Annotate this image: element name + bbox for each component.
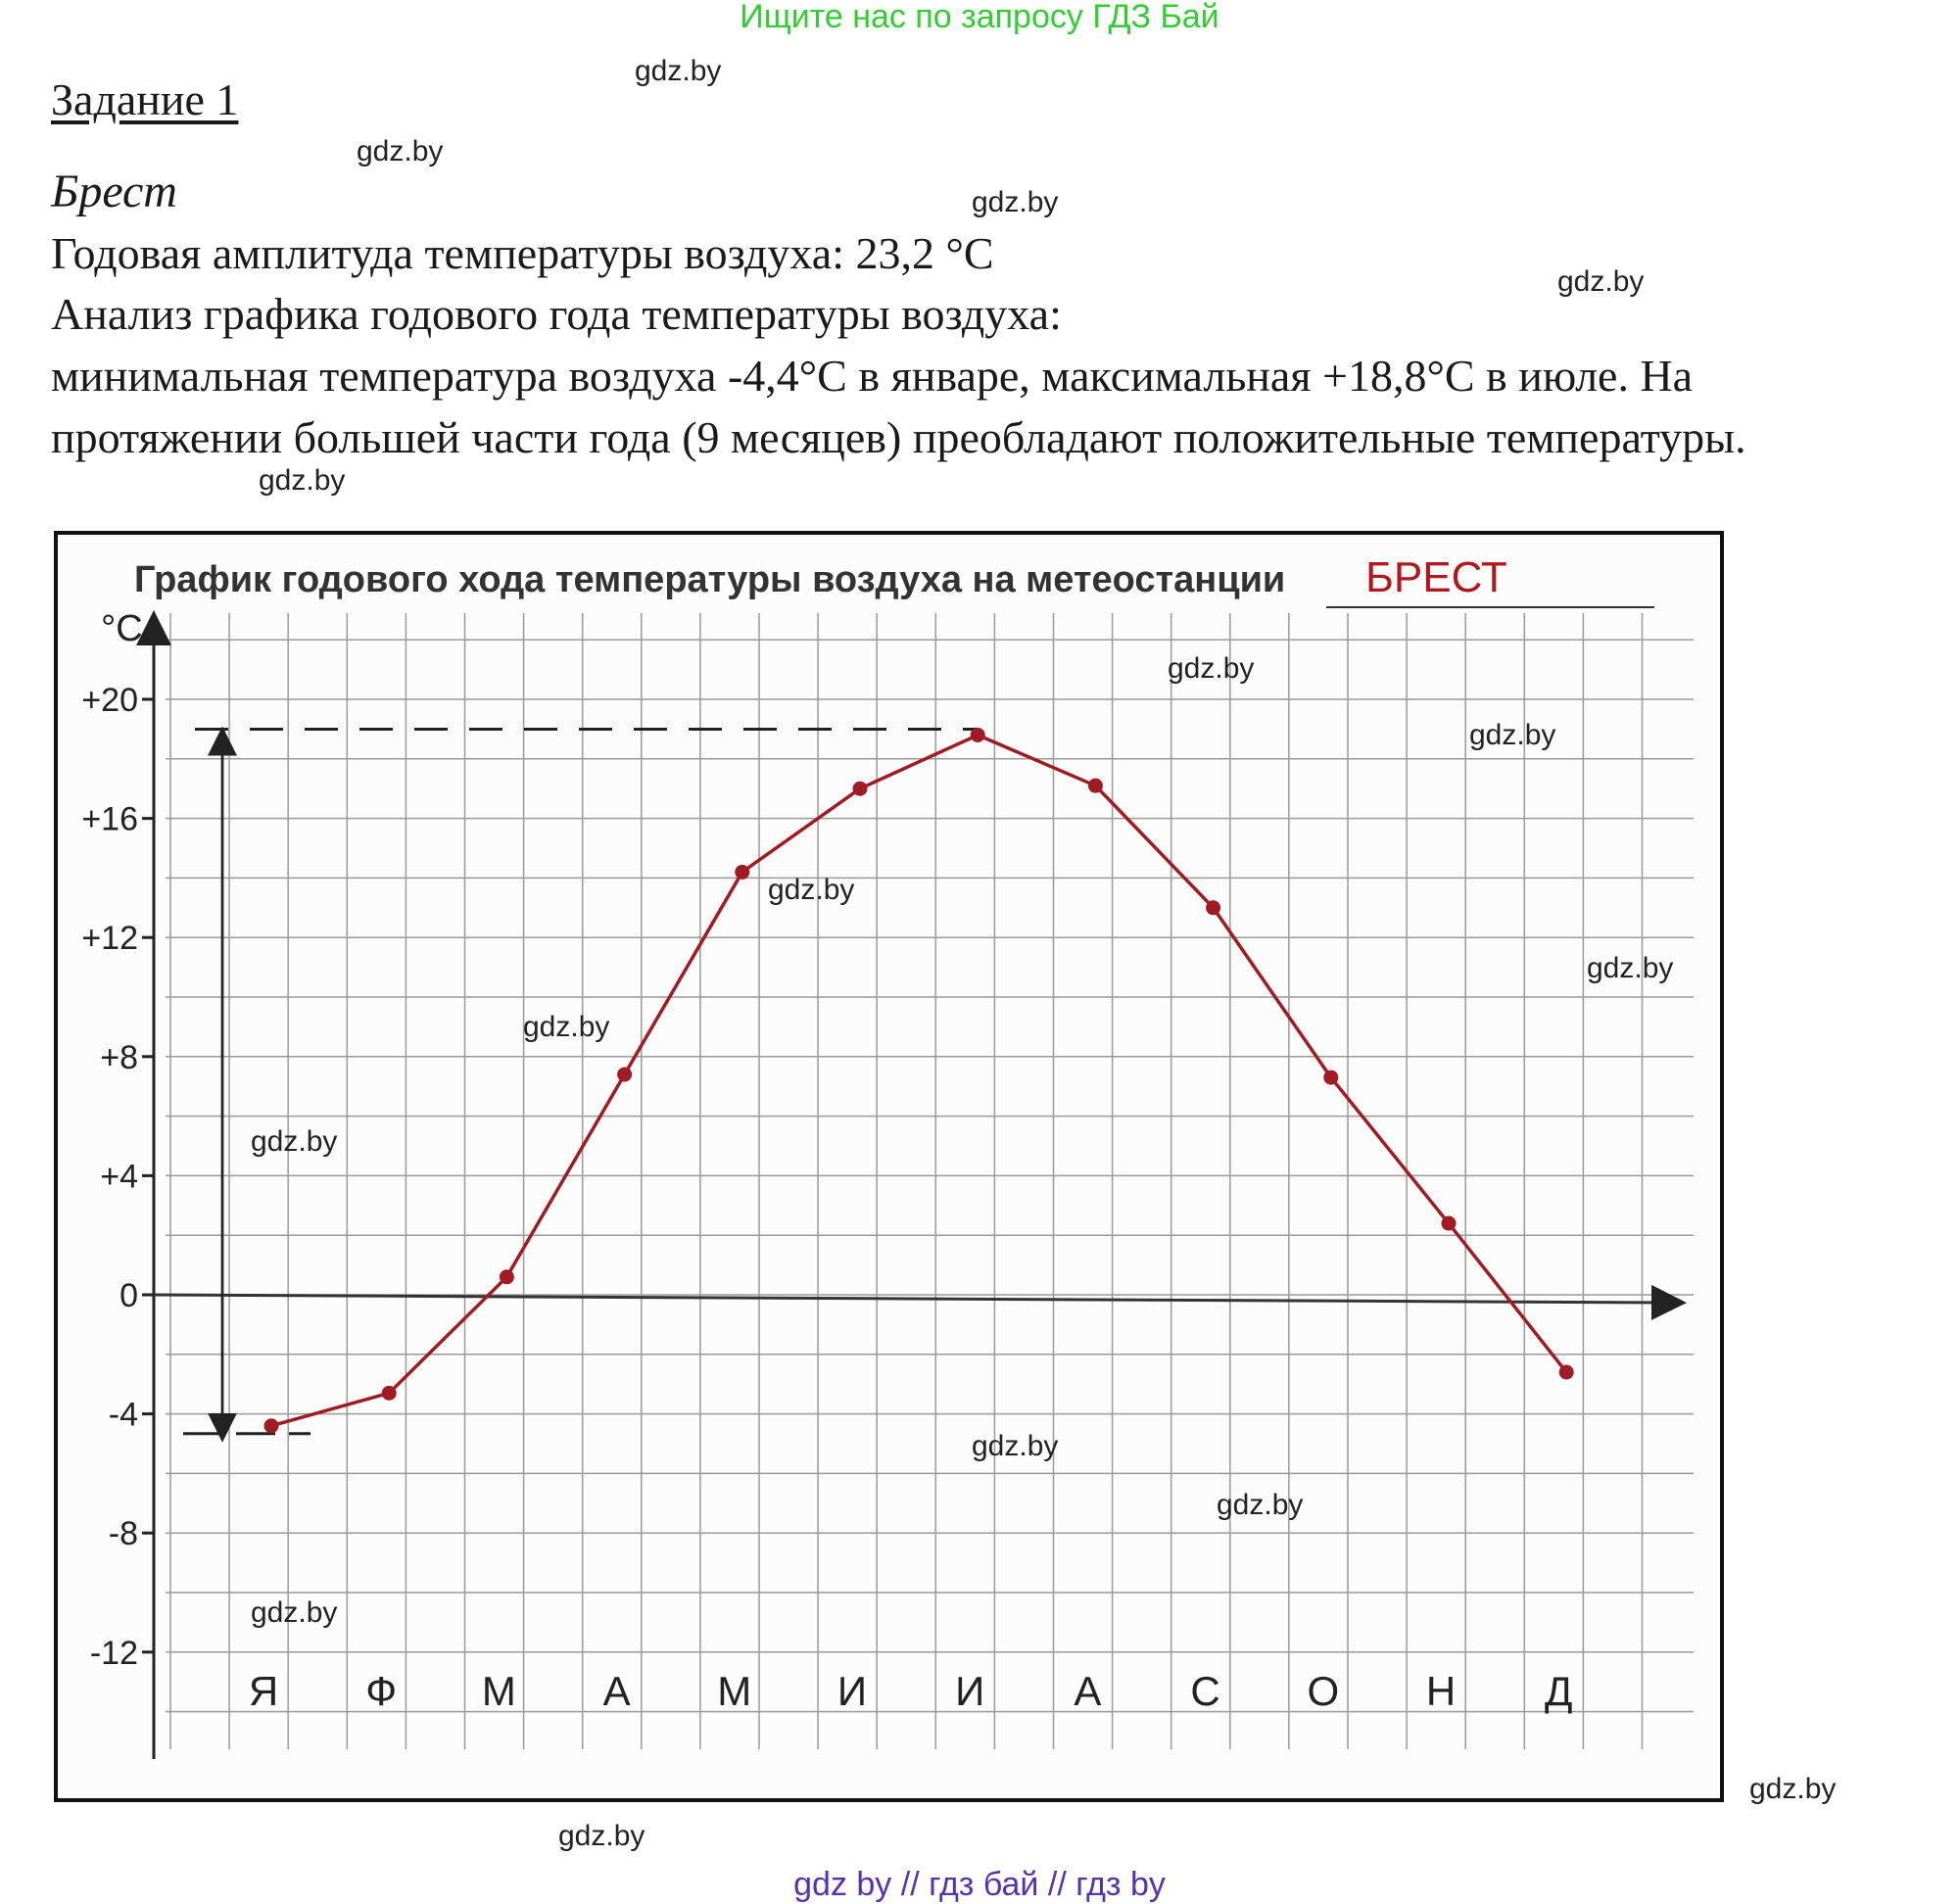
watermark: gdz.by (251, 1596, 338, 1629)
temperature-point (971, 728, 985, 742)
x-tick-label: А (1074, 1668, 1102, 1714)
footer-links: gdz by // гдз бай // гдз by (793, 1866, 1166, 1903)
y-tick-label: -12 (89, 1634, 138, 1672)
temperature-point (264, 1418, 279, 1433)
y-tick-label: 0 (119, 1277, 138, 1314)
temperature-point (1442, 1216, 1457, 1231)
watermark: gdz.by (1557, 265, 1645, 298)
temperature-point (1559, 1365, 1574, 1380)
watermark: gdz.by (357, 135, 444, 167)
x-tick-labels (249, 1668, 1573, 1714)
watermark: gdz.by (1469, 719, 1556, 751)
x-tick-label: Я (248, 1668, 279, 1714)
watermark: gdz.by (1217, 1489, 1304, 1521)
amplitude-line: Годовая амплитуда температуры воздуха: 23,2 °С (51, 228, 994, 278)
temperature-point (1323, 1071, 1338, 1085)
temperature-point (735, 865, 749, 880)
search-banner: Ищите нас по запросу ГДЗ Бай (740, 0, 1219, 35)
y-tick-label: +16 (81, 800, 138, 838)
temperature-point (1088, 779, 1103, 793)
temperature-series (264, 728, 1574, 1433)
watermark: gdz.by (558, 1820, 645, 1852)
x-tick-label: А (602, 1668, 631, 1714)
watermark: gdz.by (259, 464, 346, 497)
temperature-point (1206, 900, 1220, 915)
x-tick-label: Д (1544, 1668, 1573, 1714)
watermark: gdz.by (768, 874, 855, 906)
chart-grid (166, 613, 1694, 1749)
temperature-point (500, 1269, 514, 1284)
x-tick-label: Ф (365, 1668, 398, 1714)
analysis-line-1: минимальная температура воздуха -4,4°С в январе, максимальная +18,8°С в июле. На (51, 351, 1694, 401)
x-tick-label: О (1307, 1668, 1340, 1714)
amplitude-annotation (183, 729, 978, 1433)
temperature-point (382, 1386, 397, 1401)
watermark: gdz.by (1587, 952, 1674, 984)
x-tick-label: И (836, 1668, 868, 1714)
y-tick-label: +8 (100, 1038, 138, 1076)
station-name: БРЕСТ (1365, 553, 1507, 601)
chart-axes (154, 628, 1669, 1759)
temperature-point (853, 782, 868, 796)
y-axis-unit: °С (101, 608, 143, 649)
watermark: gdz.by (1168, 652, 1255, 685)
temperature-line (271, 735, 1566, 1425)
watermark: gdz.by (972, 186, 1059, 218)
y-tick-label: -8 (108, 1515, 138, 1553)
chart-title: График годового хода температуры воздуха на метеостанции (134, 559, 1286, 600)
city-name: Брест (51, 166, 177, 217)
x-tick-label: М (481, 1668, 516, 1714)
watermark: gdz.by (972, 1430, 1059, 1462)
x-tick-label: И (955, 1668, 985, 1714)
x-tick-label: С (1190, 1668, 1220, 1714)
x-axis (154, 1295, 1669, 1303)
temperature-point (617, 1068, 632, 1082)
task-title: Задание 1 (51, 74, 239, 124)
y-tick-labels (81, 682, 154, 1672)
watermark: gdz.by (1749, 1773, 1837, 1805)
watermark: gdz.by (251, 1125, 338, 1158)
watermark: gdz.by (523, 1011, 610, 1043)
y-tick-label: -4 (108, 1396, 138, 1434)
analysis-line-2: протяжении большей части года (9 месяцев) преобладают положительные температуры. (51, 412, 1746, 462)
analysis-heading: Анализ графика годового года температуры воздуха: (51, 289, 1062, 339)
x-tick-label: М (717, 1668, 752, 1714)
y-tick-label: +4 (100, 1158, 138, 1196)
y-tick-label: +12 (81, 920, 138, 958)
x-tick-label: Н (1425, 1668, 1457, 1714)
watermark: gdz.by (635, 55, 722, 87)
y-tick-label: +20 (81, 682, 138, 719)
